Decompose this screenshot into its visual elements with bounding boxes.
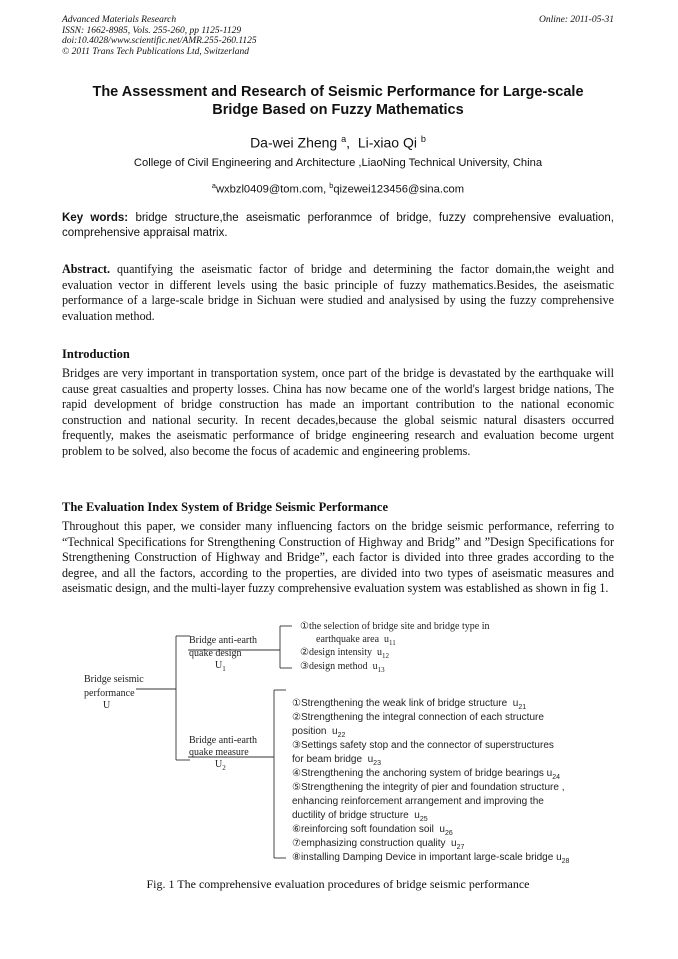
- author-1-affil-mark: a: [341, 134, 347, 144]
- author-1: Da-wei Zheng: [250, 134, 338, 151]
- factor-u11-line-1: ①the selection of bridge site and bridge type in: [300, 621, 490, 632]
- abstract-text: quantifying the aseismatic factor of bridge and determining the factor domain,the weight and evaluation vector in different levels using the basic principle of fuzzy mathematics.Besides, the aseismatic performance of a large-scale bridge in Sichuan were studied and analysised by using the fuzzy comprehensive evaluation method.: [62, 262, 614, 323]
- factor-u23-line-1: ③Settings safety stop and the connector of superstructures: [292, 740, 554, 751]
- journal-doi[interactable]: doi:10.4028/www.scientific.net/AMR.255-260.1125: [62, 36, 257, 47]
- root-node-code: U: [103, 700, 111, 711]
- u1-node-line-2: quake design: [189, 648, 242, 659]
- author-separator: ,: [346, 134, 358, 151]
- journal-issn: ISSN: 1662-8985, Vols. 255-260, pp 1125-1129: [62, 25, 242, 36]
- email-2-mark: b: [329, 181, 334, 190]
- evaluation-heading: The Evaluation Index System of Bridge Seismic Performance: [62, 500, 389, 514]
- introduction-paragraph: Bridges are very important in transportation system, once part of the bridge is devastated by the earthquake will cause great casualties and property losses. China has now became one of the world's largest bridge nations, The rapid development of bridge construction has made an important contribution to the national economic construction and national security. In recent decades,because the global seismic natural disasters occurred frequently, makes the aseismatic performance of bridge engineering research and evaluation become urgent problem to be solved, also become the focus of academic and engineering problems.: [62, 366, 614, 458]
- keywords-text: bridge structure,the aseismatic perforanmce of bridge, fuzzy comprehensive evaluation, comprehensive appraisal matrix.: [62, 212, 614, 239]
- factor-u22-line-1: ②Strengthening the integral connection of each structure: [292, 712, 544, 723]
- journal-header: [62, 15, 614, 57]
- root-node-line-1: Bridge seismic: [84, 674, 144, 685]
- factor-u22-line-2: position $u_{22}$: [292, 726, 346, 739]
- evaluation-paragraph: Throughout this paper, we consider many influencing factors on the bridge seismic performance, referring to “Technical Specifications for Strengthening Construction of Highway and Bridg” and ”Design Specifications for Strengthening Construction of Highway and Bridge”, each factor is divided into three grades according to the degree, and all the factors, according to the properties, are divided into two types of aseismatic measures and aseismatic design, and the multi-layer fuzzy comprehensive evaluation system was established as shown in fig 1.: [62, 519, 614, 596]
- title-line-1: The Assessment and Research of Seismic Performance for Large-scale: [92, 84, 584, 100]
- author-2-affil-mark: b: [420, 134, 426, 144]
- journal-copyright: © 2011 Trans Tech Publications Ltd, Switzerland: [62, 46, 249, 57]
- email-1-mark: a: [211, 181, 216, 190]
- factor-u26: ⑥reinforcing soft foundation soil $u_{26}$: [292, 824, 453, 837]
- u2-node-line-1: Bridge anti-earth: [189, 735, 258, 746]
- factor-u21: ①Strengthening the weak link of bridge structure $u_{21}$: [292, 698, 527, 711]
- author-emails: [62, 178, 614, 198]
- factor-u13: ③design method $u_{13}$: [300, 661, 385, 674]
- affiliation: College of Civil Engineering and Architecture ,LiaoNing Technical University, China: [133, 157, 543, 169]
- u1-node-code: $U_1$: [215, 660, 226, 673]
- factor-u12: ②design intensity $u_{12}$: [300, 647, 390, 660]
- journal-name: Advanced Materials Research: [62, 15, 177, 25]
- factor-u25-line-1: ⑤Strengthening the integrity of pier and foundation structure ,: [292, 782, 565, 793]
- u2-node-line-2: quake measure: [189, 747, 249, 758]
- u1-node-line-1: Bridge anti-earth: [189, 635, 258, 646]
- factor-u24: ④Strengthening the anchoring system of bridge bearings $u_{24}$: [292, 768, 561, 781]
- abstract: [62, 262, 614, 324]
- author-2: Li-xiao Qi: [357, 134, 417, 151]
- factor-u27: ⑦emphasizing construction quality $u_{27}$: [292, 838, 465, 851]
- online-date: Online: 2011-05-31: [538, 15, 614, 25]
- factor-u23-line-2: for beam bridge $u_{23}$: [292, 754, 381, 767]
- keywords-label: Key words:: [62, 212, 129, 224]
- author-list: [62, 130, 614, 152]
- figure-1-caption: Fig. 1 The comprehensive evaluation procedures of bridge seismic performance: [146, 877, 530, 891]
- keywords: [62, 211, 614, 241]
- abstract-label: Abstract.: [62, 262, 111, 276]
- email-1[interactable]: wxbzl0409@tom.com,: [215, 183, 330, 196]
- introduction-heading: Introduction: [62, 347, 130, 361]
- title-line-2: Bridge Based on Fuzzy Mathematics: [212, 102, 464, 118]
- factor-u11-line-2: earthquake area $u_{11}$: [316, 634, 396, 647]
- factor-u25-line-3: ductility of bridge structure $u_{25}$: [292, 810, 428, 823]
- factor-u25-line-2: enhancing reinforcement arrangement and improving the: [292, 796, 544, 807]
- email-2[interactable]: qizewei123456@sina.com: [333, 183, 465, 196]
- factor-u28: ⑧installing Damping Device in important large-scale bridge $u_{28}$: [292, 852, 570, 865]
- root-node-line-2: performance: [84, 688, 135, 699]
- u2-node-code: $U_2$: [215, 759, 226, 772]
- paper-title: [62, 83, 614, 119]
